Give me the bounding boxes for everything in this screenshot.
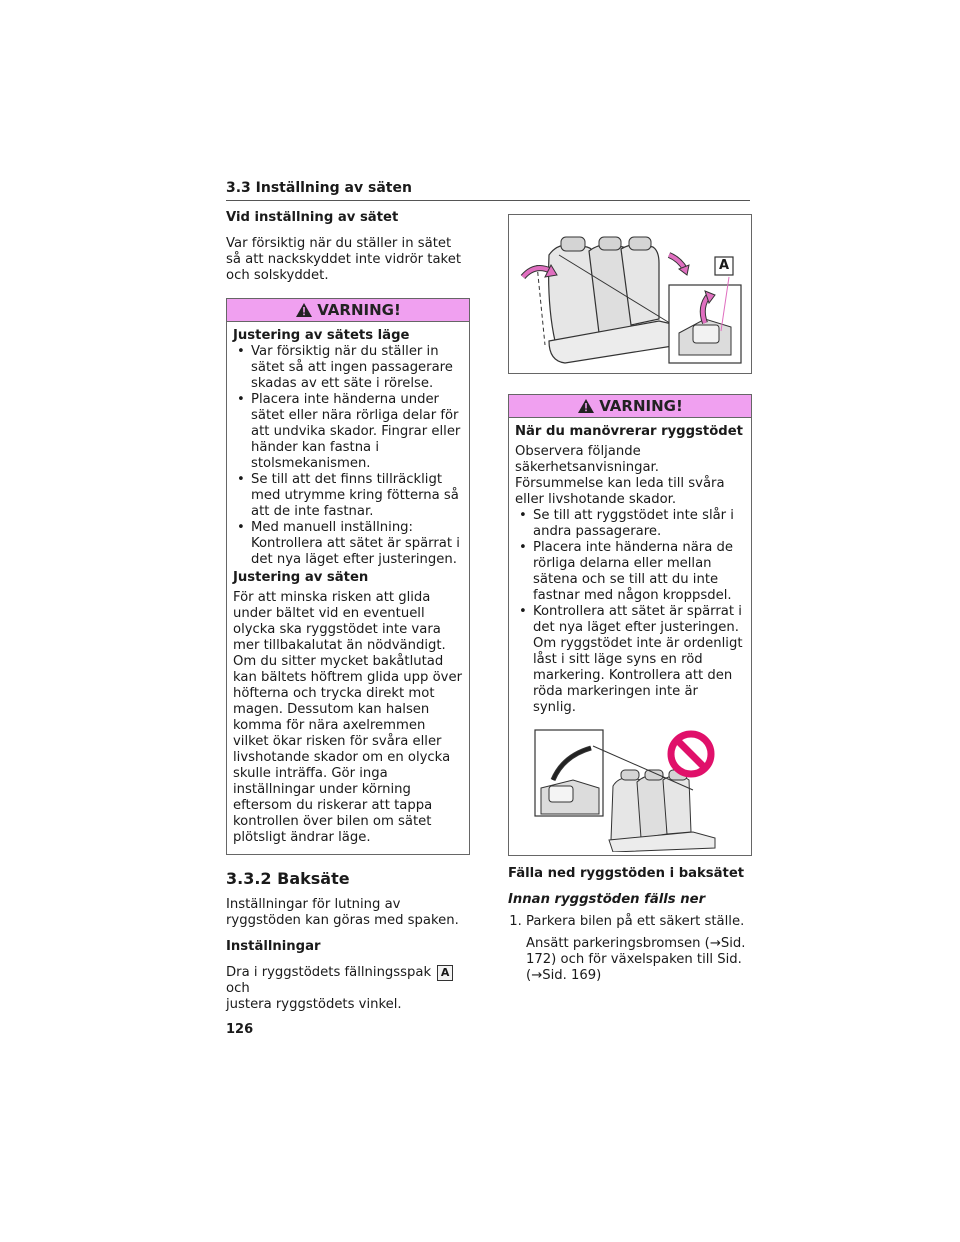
list-item: • Kontrollera att sätet är spärrat i det nya läget efter justeringen. Om ryggstödet inte är ordenligt låst i sitt läge syns en röd markering. Kontrollera att den röda markeringen inte är synlig. (515, 604, 745, 716)
steps-list (508, 914, 752, 984)
section-title: 3.3 Inställning av säten (226, 180, 412, 196)
list-item: • Placera inte händerna under sätet eller nära rörliga delar för att undvika skador. Fingrar eller händer kan fastna i stolsmekanismen. (233, 392, 463, 472)
instruction-text-a: Dra i ryggstödets fällningsspak (226, 965, 432, 980)
warning-header-1 (227, 299, 469, 322)
figure-red-marker (533, 728, 745, 857)
list-item: • Placera inte händerna nära de rörliga delarna eller mellan sätena och se till att du inte fastnar med någon kroppsdel. (515, 540, 745, 604)
warning-label-1: VARNING! (317, 301, 401, 319)
warning1-bullets (233, 344, 463, 568)
warning-box-1 (226, 298, 470, 855)
step-1-detail: Ansätt parkeringsbromsen (→Sid. 172) och för växelspaken till Sid. (→Sid. 169) (526, 936, 746, 983)
warning2-bullets (515, 508, 745, 716)
rear-seat-illustration (509, 215, 751, 373)
heading-fold-down: Fälla ned ryggstöden i baksätet (508, 866, 745, 881)
warning-body-1 (227, 322, 469, 854)
warning1-paragraph: För att minska risken att glida under bältet vid en eventuell olycka ska ryggstödet inte vara mer tillbakalutat än nödvändigt. Om du sitter mycket bakåtlutad kan bältets höftrem glida upp över höfterna och trycka direkt mot magen. Dessutom kan halsen komma för nära axelremmen vilket ökar risken för svåra eller livshotande skador om en olycka skulle inträffa. Gör inga inställningar under körning eftersom du riskerar att tappa kontrollen över bilen om sätet plötsligt ändrar läge. (233, 590, 463, 845)
warning-label-2: VARNING! (599, 397, 683, 415)
warning1-heading-b: Justering av säten (233, 570, 369, 585)
warning-header-2 (509, 395, 751, 418)
right-column (508, 866, 752, 984)
warning2-heading: När du manövrerar ryggstödet (515, 424, 743, 439)
warning-body-2 (509, 418, 751, 865)
red-marker-illustration (533, 728, 723, 852)
instruction-text-b: och (226, 981, 250, 996)
instruction-text-c: justera ryggstödets vinkel. (226, 997, 402, 1012)
list-item: • Se till att det finns tillräckligt med utrymme kring fötterna så att de inte fastnar. (233, 472, 463, 520)
page-number: 126 (226, 1022, 254, 1037)
warning-triangle-icon (295, 302, 313, 318)
left-column (226, 210, 470, 1013)
section-header (226, 180, 750, 201)
callout-a-box: A (437, 965, 453, 981)
settings-instruction (226, 965, 470, 1013)
heading-settings: Inställningar (226, 939, 321, 954)
subsection-title-rear-seat: 3.3.2 Baksäte (226, 869, 350, 888)
heading-seat-adjust: Vid inställning av sätet (226, 210, 399, 225)
warning1-heading-a: Justering av sätets läge (233, 328, 410, 343)
list-item (526, 914, 752, 984)
list-item: • Se till att ryggstödet inte slår i andra passagerare. (515, 508, 745, 540)
list-item: • Var försiktig när du ställer in sätet så att ingen passagerare skadas av ett säte i rörelse. (233, 344, 463, 392)
callout-a-label: A (718, 258, 730, 273)
rear-seat-intro: Inställningar för lutning av ryggstöden kan göras med spaken. (226, 897, 459, 928)
warning-triangle-icon (577, 398, 595, 414)
warning-box-2 (508, 394, 752, 856)
step-1-text: Parkera bilen på ett säkert ställe. (526, 914, 745, 929)
figure-rear-seat-lever (508, 214, 752, 374)
intro-paragraph: Var försiktig när du ställer in sätet så att nackskyddet inte vidrör taket och solskyddet. (226, 236, 461, 283)
heading-before-folding: Innan ryggstöden fälls ner (508, 892, 706, 907)
list-item: • Med manuell inställning: Kontrollera att sätet är spärrat i det nya läget efter justeringen. (233, 520, 463, 568)
warning2-paragraph: Observera följande säkerhetsanvisningar. Försummelse kan leda till svåra eller livshotande skador. (515, 444, 725, 507)
